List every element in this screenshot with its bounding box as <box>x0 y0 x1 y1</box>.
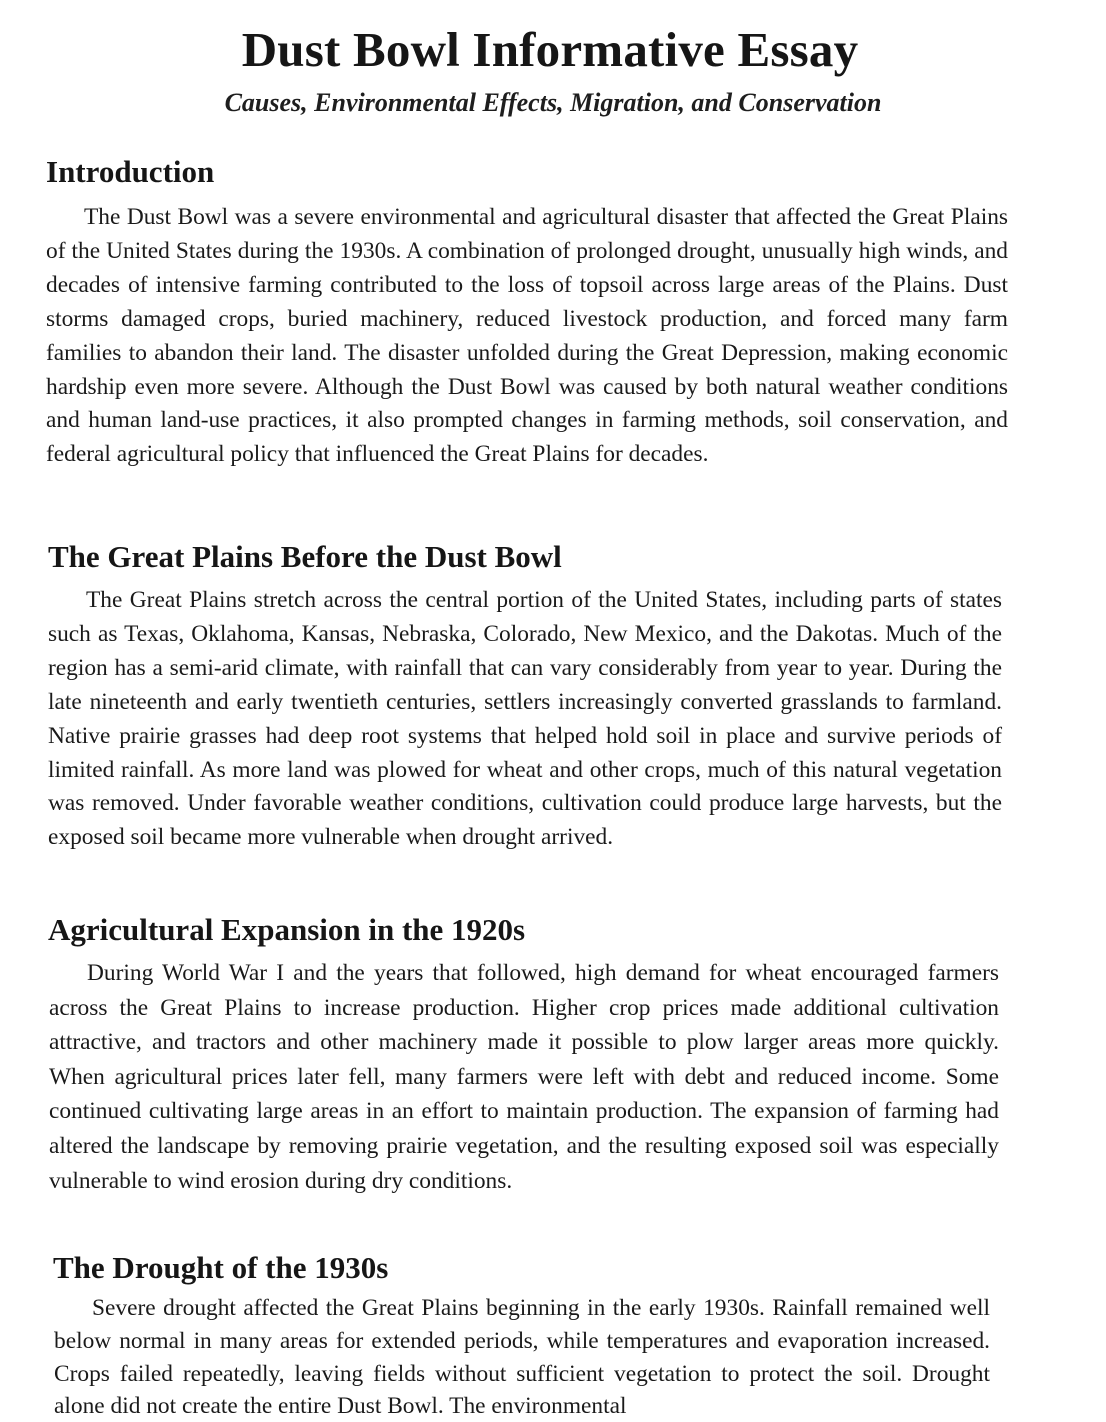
section-paragraph-introduction: The Dust Bowl was a severe environmental and agricultural disaster that affected the Great Plains of the United States during the 1930s. A combination of prolonged drought, unusually high winds, and decades of intensive farming contributed to the loss of topsoil across large areas of the Plains. Dust storms damaged crops, buried machinery, reduced livestock production, and forced many farm families to abandon their land. The disaster unfolded during the Great Depression, making economic hardship even more severe. Although the Dust Bowl was caused by both natural weather conditions and human land-use practices, it also prompted changes in farming methods, soil conservation, and federal agricultural policy that influenced the Great Plains for decades. <box>46 204 1008 468</box>
document-subtitle: Causes, Environmental Effects, Migration, and Conservation <box>224 88 882 117</box>
document-title: Dust Bowl Informative Essay <box>241 22 859 77</box>
section-heading-agricultural-expansion: Agricultural Expansion in the 1920s <box>48 912 526 947</box>
section-paragraph-agricultural-expansion: During World War I and the years that followed, high demand for wheat encouraged farmers across the Great Plains to increase production. Higher crop prices made additional cultivation attractive, and tractors and other machinery made it possible to plow larger areas more quickly. When agricultural prices later fell, many farmers were left with debt and reduced income. Some continued cultivating large areas in an effort to maintain production. The expansion of farming had altered the landscape by removing prairie vegetation, and the resulting exposed soil was especially vulnerable to wind erosion during dry conditions. <box>49 960 999 1194</box>
section-paragraph-great-plains: The Great Plains stretch across the central portion of the United States, including parts of states such as Texas, Oklahoma, Kansas, Nebraska, Colorado, New Mexico, and the Dakotas. Much of the region has a semi-arid climate, with rainfall that can vary considerably from year to year. During the late nineteenth and early twentieth centuries, settlers increasingly converted grasslands to farmland. Native prairie grasses had deep root systems that helped hold soil in place and survive periods of limited rainfall. As more land was plowed for wheat and other crops, much of this natural vegetation was removed. Under favorable weather conditions, cultivation could produce large harvests, but the exposed soil became more vulnerable when drought arrived. <box>48 587 1002 851</box>
section-heading-great-plains: The Great Plains Before the Dust Bowl <box>48 539 562 574</box>
section-heading-introduction: Introduction <box>46 154 215 189</box>
section-heading-drought: The Drought of the 1930s <box>53 1250 389 1285</box>
section-paragraph-drought: Severe drought affected the Great Plains beginning in the early 1930s. Rainfall remained well below normal in many areas for extended periods, while temperatures and evaporation increased. Crops failed repeatedly, leaving fields without sufficient vegetation to protect the soil. Drought alone did not create the entire Dust Bowl. The environmental <box>54 1295 990 1420</box>
